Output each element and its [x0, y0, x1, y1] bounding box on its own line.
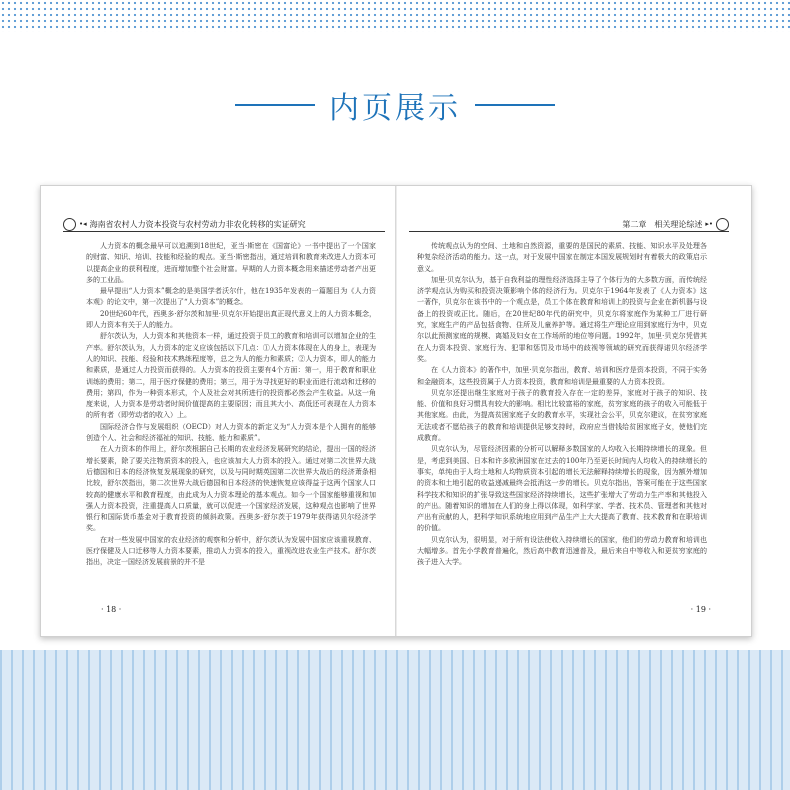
- right-body-text: [417, 241, 707, 569]
- right-header-text: 第二章 相关理论综述: [622, 219, 703, 229]
- paragraph: 贝克尔认为，很明显，对于所有设法使收入持续增长的国家，他们的劳动力教育和培训也大幅增多。首先小学教育普遍化，然后高中教育迅速普及，最后来自中等收入和更贫穷家庭的孩子进入大学。: [417, 535, 707, 567]
- left-body-text: [86, 241, 376, 569]
- paragraph: 最早提出“人力资本”概念的是美国学者沃尔什，他在1935年发表的一篇题目为《人力资本观》的论文中，第一次提出了“人力资本”的概念。: [86, 287, 376, 307]
- paragraph: 人力资本的概念最早可以追溯到18世纪，亚当·斯密在《国富论》一书中提出了一个国家的财富、知识、培训、技能和经验的观点。亚当·斯密指出，通过培训和教育来改进人力资本可以提高企业的获利程度，进而增加整个社会财富。早期的人力资本概念用来描述劳动者产出更多的工业品。: [86, 242, 376, 284]
- right-page-number: · 19 ·: [690, 605, 711, 614]
- paragraph: 在对一些发展中国家的农业经济的观察和分析中，舒尔茨认为发展中国家应该重视教育、医疗保健及人口迁移等人力资本要素，推动人力资本的投入，重视改进农业生产技术。舒尔茨指出，决定一国经济发展前景的并不是: [86, 535, 376, 567]
- left-header-text: 海南省农村人力资本投资与农村劳动力非农化转移的实证研究: [89, 219, 306, 229]
- circle-ornament-icon: [63, 218, 76, 231]
- left-page: [41, 186, 395, 636]
- right-running-header: [409, 216, 729, 232]
- open-book-spread: [40, 185, 752, 637]
- paragraph: 贝克尔认为，尽管经济因素的分析可以解释多数国家的人均收入长期持续增长的现象。但是，考虑到美国、日本和许多欧洲国家在过去的100年乃至更长时间内人均收入的持续增长的事实，单纯由于人均土地和人均物质资本引起的增长无法解释持续增长的现象，因为额外增加的资本和土地引起的收益递减最终会抵消这一步的增长。贝克尔指出，答案可能在于这些国家科学技术和知识的扩张导致这些国家经济持续增长，这些扩张增大了劳动力生产率和其他投入的产出。随着知识的增加在人们的身上得以体现，如科学家、学者、技术员、管理者和其他对产出有贡献的人，把科学知识系统地应用到产品生产上大大提高了教育、技术教育和在职培训的价值。: [417, 445, 707, 533]
- circle-ornament-icon: [716, 218, 729, 231]
- right-header-rule: [409, 231, 729, 232]
- left-page-number: · 18 ·: [101, 605, 122, 614]
- banner-line-right: [475, 104, 555, 106]
- paragraph: 在《人力资本》的著作中，加里·贝克尔指出，教育、培训和医疗是资本投资，不同于实务和金融资本，这些投资属于人力资本投资，教育和培训是最重要的人力资本投资。: [417, 366, 707, 386]
- paragraph: 在人力资本的作用上，舒尔茨根据自己长期的农业经济发展研究的结论，提出一国的经济增长要素，除了要关注物质资本的投入，也应该加大人力资本的投入。通过对第二次世界大战后德国和日本的经济恢复发展现象的研究，以及与同时期英国第二次世界大战后的经济萧条相比较，舒尔茨指出，第二次世界大战后德国和日本经济的快速恢复应该得益于这两个国家人口较高的健康水平和教育程度，由此成为人力资本理论的基本观点。如今一个国家能够重视和加强人力资本投资，注重提高人口质量，就可以促进一个国家经济发展，这种观点也影响了世界银行和国际货币基金对于教育投资的倾斜政策。西奥多·舒尔茨于1979年获得诺贝尔经济学奖。: [86, 445, 376, 533]
- bottom-stripe-pattern: [0, 650, 790, 790]
- paragraph: 国际经济合作与发展组织（OECD）对人力资本的新定义为“人力资本是个人拥有的能够创造个人、社会和经济福祉的知识、技能、能力和素质”。: [86, 422, 376, 443]
- bullet-dots-icon: ▸•: [705, 220, 713, 228]
- bullet-dots-icon: •◂: [79, 220, 87, 228]
- paragraph: 加里·贝克尔认为，基于自我利益的理性经济选择主导了个体行为的大多数方面，而传统经济学观点认为购买和投资决策影响个体的经济行为。贝克尔于1964年发表了《人力资本》这一著作，贝克尔在该书中的一个观点是，员工个体在教育和培训上的投资与企业在新机器与设备上的投资或正比。随后，在20世纪80年代的研究中，贝克尔将家庭作为某种工厂进行研究，家庭生产的产品包括食物、住所及儿童养护等。通过将生产理论应用到家庭行为中，贝克尔以此预测家庭的规模、离婚及妇女在工作场所的地位等问题。1992年，加里·贝克尔凭借其在人力资本投资、家庭行为、犯罪和惩罚及市场中的歧视等领域的研究而获得诺贝尔经济学奖。: [417, 275, 707, 363]
- left-running-header: [63, 216, 385, 232]
- section-banner: [0, 80, 790, 130]
- right-page: [397, 186, 751, 636]
- paragraph: 舒尔茨认为，人力资本和其他资本一样，通过投资于员工的教育和培训可以增加企业的生产率。舒尔茨认为，人力资本的定义应该包括以下几点：①人力资本体现在人的身上，表现为人的知识、技能、经验和技术熟练程度等，总之为人的能力和素质；②人力资本，即人的能力和素质，是通过人力投资而获得的。人力资本的投资主要有4个方面：第一，用于教育和职业训练的费用；第二，用于医疗保健的费用；第三，用于为寻找更好的职业而进行流动和迁移的费用；第四，作为一种资本形式，个人及社会对其所进行的投资都必然会产生收益。从这一角度来说，人力资本是劳动者时间价值提高的主要原因；而且其大小、高低还可表现在人力资本的所有者（即劳动者的收入）上。: [86, 332, 376, 420]
- top-dot-pattern: [0, 0, 790, 32]
- paragraph: 贝克尔还提出继生家庭对于孩子的教育投入存在一定的差异，家庭对于孩子的知识、技能、价值和良好习惯具有较大的影响。相比比较富裕的家庭，贫穷家庭的孩子的收入可能低于其他家庭。由此，为提高贫困家庭子女的教育水平，实现社会公平，贝克尔建议，在贫穷家庭无法或者不愿给孩子的教育和培训提供足够支持时，政府应当借钱给贫困家庭子女，使他们完成教育。: [417, 388, 707, 443]
- left-header-rule: [63, 231, 385, 232]
- paragraph: 20世纪60年代，西奥多·舒尔茨和加里·贝克尔开始提出真正现代意义上的人力资本概念，即人力资本有关于人的能力。: [86, 309, 376, 330]
- banner-title: 内页展示: [329, 91, 461, 126]
- banner-line-left: [235, 104, 315, 106]
- paragraph: 传统观点认为的空间、土地和自然资源，重要的是国民的素质、技能、知识水平及处理各种复杂经济活动的能力。这一点，对于发展中国家在制定本国发展规划时有着极大的政策启示意义。: [417, 242, 707, 273]
